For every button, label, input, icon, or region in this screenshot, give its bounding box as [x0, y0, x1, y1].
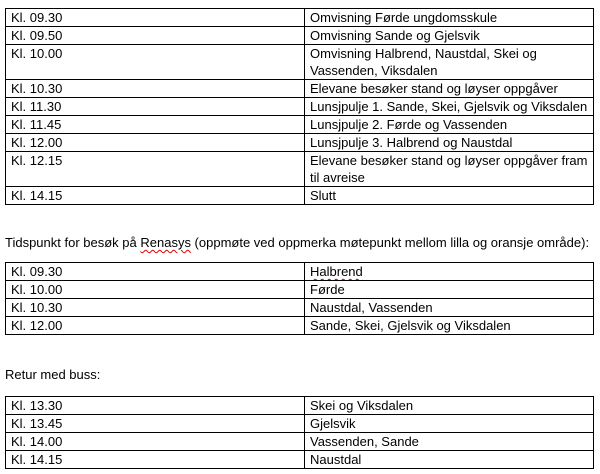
table-row	[6, 9, 594, 27]
table-row	[6, 299, 594, 317]
time-cell: Kl. 12.15	[6, 152, 305, 187]
table-row	[6, 263, 594, 281]
destination-cell: Vassenden, Sande	[305, 433, 594, 451]
destination-cell: Naustdal	[305, 451, 594, 469]
time-cell: Kl. 10.30	[6, 299, 305, 317]
time-cell: Kl. 14.15	[6, 187, 305, 205]
time-cell: Kl. 10.30	[6, 80, 305, 98]
time-cell: Kl. 11.30	[6, 98, 305, 116]
table-row	[6, 451, 594, 469]
school-cell: Naustdal, Vassenden	[305, 299, 594, 317]
school-cell: Sande, Skei, Gjelsvik og Viksdalen	[305, 317, 594, 335]
activity-cell: Lunsjpulje 3. Halbrend og Naustdal	[305, 134, 594, 152]
table-row	[6, 98, 594, 116]
table-row	[6, 134, 594, 152]
time-cell: Kl. 12.00	[6, 317, 305, 335]
table-row	[6, 116, 594, 134]
table-row	[6, 317, 594, 335]
table-row	[6, 27, 594, 45]
time-cell: Kl. 14.00	[6, 433, 305, 451]
destination-cell: Gjelsvik	[305, 415, 594, 433]
destination-cell: Skei og Viksdalen	[305, 397, 594, 415]
table-row	[6, 152, 594, 187]
activity-cell: Omvisning Halbrend, Naustdal, Skei og Vassenden, Viksdalen	[305, 45, 594, 80]
renasys-visit-heading	[5, 234, 589, 251]
activity-cell: Lunsjpulje 1. Sande, Skei, Gjelsvik og Viksdalen	[305, 98, 594, 116]
time-cell: Kl. 10.00	[6, 281, 305, 299]
time-cell: Kl. 09.50	[6, 27, 305, 45]
time-cell: Kl. 09.30	[6, 9, 305, 27]
time-cell: Kl. 13.45	[6, 415, 305, 433]
activity-cell: Omvisning Førde ungdomsskule	[305, 9, 594, 27]
activity-cell: Lunsjpulje 2. Førde og Vassenden	[305, 116, 594, 134]
time-cell: Kl. 13.30	[6, 397, 305, 415]
schedule-table	[5, 8, 594, 205]
table-row	[6, 45, 594, 80]
table-row	[6, 415, 594, 433]
table-row	[6, 80, 594, 98]
heading-text-before: Tidspunkt for besøk på	[5, 235, 141, 250]
time-cell: Kl. 12.00	[6, 134, 305, 152]
bus-return-table	[5, 396, 594, 469]
table-row	[6, 397, 594, 415]
school-cell: Førde	[305, 281, 594, 299]
activity-cell: Slutt	[305, 187, 594, 205]
table-row	[6, 433, 594, 451]
table-row	[6, 187, 594, 205]
time-cell: Kl. 14.15	[6, 451, 305, 469]
time-cell: Kl. 10.00	[6, 45, 305, 80]
spellcheck-flagged-word: Halbrend	[310, 264, 363, 279]
heading-text-after: (oppmøte ved oppmerka møtepunkt mellom lilla og oransje område):	[190, 235, 590, 250]
renasys-visit-table	[5, 262, 594, 335]
activity-cell: Elevane besøker stand og løyser oppgåver fram til avreise	[305, 152, 594, 187]
renasys-word: Renasys	[140, 235, 191, 250]
activity-cell: Omvisning Sande og Gjelsvik	[305, 27, 594, 45]
bus-return-heading: Retur med buss:	[5, 367, 101, 382]
table-row	[6, 281, 594, 299]
time-cell: Kl. 09.30	[6, 263, 305, 281]
activity-cell: Elevane besøker stand og løyser oppgåver	[305, 80, 594, 98]
school-cell	[305, 263, 594, 281]
time-cell: Kl. 11.45	[6, 116, 305, 134]
